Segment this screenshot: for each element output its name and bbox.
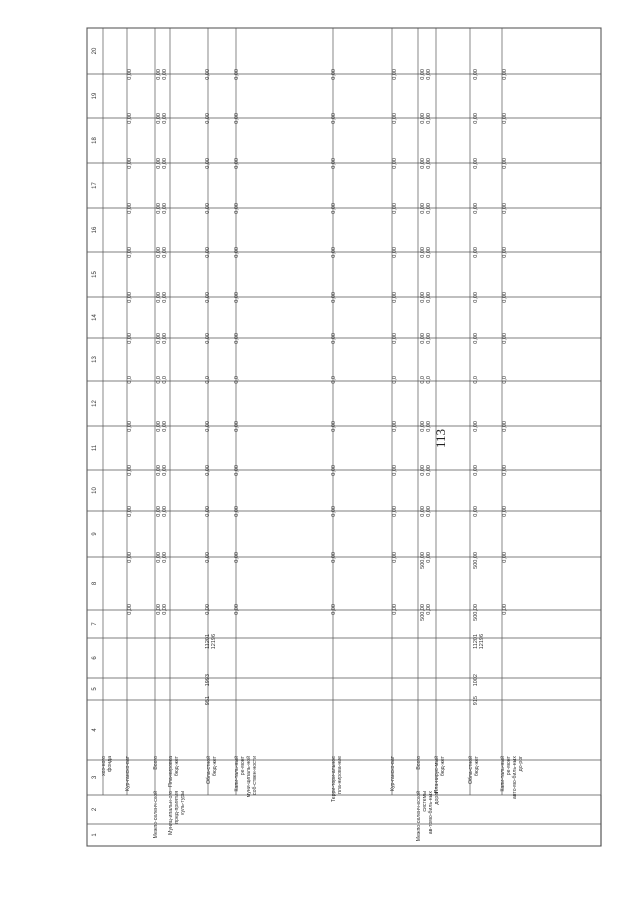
column-header-number: 14 (92, 314, 98, 321)
cell-value: 0,00 (127, 113, 133, 124)
column-header-number: 7 (92, 622, 98, 626)
cell-value: 0,00 (205, 465, 211, 476)
cell-value: 0,00 (502, 421, 508, 432)
cell-value: 0,00 (127, 69, 133, 80)
cell-value: 0,00 (205, 113, 211, 124)
cell-value: 0,00 (331, 158, 337, 169)
row-label: бюд-жет (174, 756, 180, 777)
column-header-number: 8 (92, 581, 98, 586)
column-header-number: 9 (92, 532, 98, 536)
cell-value: 11201 (473, 634, 479, 649)
cell-value: 0,00 (331, 421, 337, 432)
cell-value: 0,00 (426, 552, 432, 563)
cell-value: 0,00 (392, 421, 398, 432)
cell-value: 0,00 (162, 203, 168, 214)
cell-value: 0,00 (162, 552, 168, 563)
cell-value: 0,00 (156, 203, 162, 214)
row-label: бюд-жет (440, 756, 446, 777)
row-label: пла-нирова-ние (337, 756, 343, 794)
cell-value: 0,00 (234, 247, 240, 258)
column-header-number: 5 (92, 687, 98, 691)
cell-value: 0,00 (205, 421, 211, 432)
column-header-number: 4 (92, 728, 98, 732)
cell-value: 0,00 (392, 113, 398, 124)
cell-value: 0,00 (205, 247, 211, 258)
cell-value: 0,00 (127, 158, 133, 169)
column-header-number: 1 (92, 833, 98, 837)
cell-value: 0,00 (420, 333, 426, 344)
cell-value: 0,00 (127, 421, 133, 432)
table-frame (87, 28, 601, 846)
cell-value: 0,00 (162, 421, 168, 432)
cell-value: 0,00 (331, 333, 337, 344)
cell-value: 0,00 (156, 113, 162, 124)
cell-value: 0,00 (162, 604, 168, 615)
cell-value: 0,00 (156, 292, 162, 303)
row-label: куль-туры (180, 791, 186, 815)
row-label: бюд-жет (474, 756, 480, 777)
cell-value: 0,00 (331, 465, 337, 476)
cell-value: 0,00 (426, 421, 432, 432)
cell-value: 0,00 (156, 552, 162, 563)
cell-value: 0,00 (426, 158, 432, 169)
row-label: Обла-стной (206, 756, 212, 785)
row-label: до-рог (518, 756, 524, 772)
cell-value: 0,00 (205, 552, 211, 563)
cell-value: 0,0 (127, 376, 133, 384)
cell-value: 0,00 (205, 333, 211, 344)
column-header-number: 19 (92, 92, 98, 100)
cell-value: 0,00 (156, 333, 162, 344)
row-label: пред-приятия (174, 791, 180, 824)
cell-value: 0,00 (426, 247, 432, 258)
cell-value: 0,00 (420, 69, 426, 80)
column-header-number: 16 (92, 226, 98, 234)
row-label: ав-томо-биль-ных (428, 791, 434, 835)
cell-value: 0,00 (502, 292, 508, 303)
cell-value: 0,00 (162, 465, 168, 476)
cell-value: 0,00 (392, 247, 398, 258)
cell-value: 0,00 (205, 506, 211, 517)
cell-value: 915 (473, 696, 479, 706)
cell-value: 0,00 (473, 247, 479, 258)
cell-value: 0,00 (473, 421, 479, 432)
cell-value: 0,00 (127, 203, 133, 214)
cell-value: 500,00 (473, 552, 479, 569)
cell-value: 0,00 (234, 158, 240, 169)
row-label: ре-монт (506, 756, 512, 776)
column-header-number: 3 (92, 775, 98, 780)
column-header-number: 15 (92, 271, 98, 278)
cell-value: 0,00 (156, 465, 162, 476)
cell-value: 0,00 (331, 69, 337, 80)
cell-value: 0,00 (331, 604, 337, 615)
cell-value: 0,00 (392, 604, 398, 615)
row-label: Межпо-селенч-ской (153, 791, 159, 839)
cell-value: 0,00 (162, 247, 168, 258)
cell-value: 0,00 (392, 203, 398, 214)
cell-value: 0,00 (205, 604, 211, 615)
cell-value: 0,00 (473, 158, 479, 169)
cell-value: 0,00 (234, 604, 240, 615)
row-label: Кур-ганско-ват (125, 756, 131, 792)
cell-value: 0,00 (331, 552, 337, 563)
cell-value: 0,00 (502, 604, 508, 615)
cell-value: 0,00 (162, 113, 168, 124)
row-label: ре-монт (240, 756, 246, 776)
column-header-number: 6 (92, 656, 98, 660)
cell-value: 0,00 (420, 421, 426, 432)
row-label: фонда (107, 756, 113, 772)
cell-value: 0,00 (234, 292, 240, 303)
cell-value: 0,00 (234, 465, 240, 476)
cell-value: 0,00 (205, 292, 211, 303)
cell-value: 0,00 (426, 604, 432, 615)
row-label: соб-ствен-ности (252, 756, 258, 795)
cell-value: 0,00 (426, 69, 432, 80)
cell-value: 0,0 (205, 376, 211, 384)
cell-value: 0,0 (426, 376, 432, 384)
cell-value: 0,00 (473, 333, 479, 344)
row-label: Пла-нируе-мый (434, 756, 440, 794)
cell-value: 0,00 (205, 203, 211, 214)
cell-value: 0,00 (420, 506, 426, 517)
cell-value: 0,00 (473, 465, 479, 476)
cell-value: 0,00 (156, 247, 162, 258)
cell-value: 0,00 (162, 333, 168, 344)
row-label: Капи-таль-ный (234, 756, 240, 792)
cell-value: 0,00 (392, 69, 398, 80)
cell-value: 0,00 (127, 604, 133, 615)
row-label: хоз-ного (101, 756, 107, 776)
cell-value: 11201 (205, 634, 211, 649)
page-number: 113 (433, 428, 448, 448)
cell-value: 0,00 (234, 203, 240, 214)
row-label: Всего (153, 756, 159, 770)
column-header-number: 13 (92, 356, 98, 363)
cell-value: 0,0 (392, 376, 398, 384)
cell-value: 0,00 (162, 69, 168, 80)
row-label: Капи-таль-ный (500, 756, 506, 792)
row-label: Всего (416, 756, 422, 770)
row-label: Муниц-ипальн-ого (168, 791, 174, 835)
cell-value: 0,00 (162, 292, 168, 303)
cell-value: 0,00 (502, 506, 508, 517)
row-label: бюд-жет (212, 756, 218, 777)
cell-value: 0,00 (392, 333, 398, 344)
cell-value: 0,0 (502, 376, 508, 384)
cell-value: 0,00 (162, 506, 168, 517)
cell-value: 0,00 (156, 421, 162, 432)
column-header-number: 17 (92, 182, 98, 189)
cell-value: 500,00 (420, 552, 426, 569)
cell-value: 0,00 (473, 203, 479, 214)
cell-value: 0,00 (331, 247, 337, 258)
cell-value: 0,00 (392, 552, 398, 563)
cell-value: 0,00 (426, 113, 432, 124)
cell-value: 0,00 (420, 158, 426, 169)
column-header-number: 20 (92, 47, 98, 55)
cell-value: 0,00 (420, 203, 426, 214)
cell-value: 0,00 (420, 465, 426, 476)
cell-value: 0,00 (156, 506, 162, 517)
cell-value: 0,00 (420, 292, 426, 303)
cell-value: 0,00 (502, 203, 508, 214)
cell-value: 0,0 (162, 376, 168, 384)
cell-value: 0,0 (331, 376, 337, 384)
cell-value: 0,00 (156, 69, 162, 80)
cell-value: 0,00 (473, 69, 479, 80)
cell-value: 0,00 (392, 158, 398, 169)
cell-value: 0,00 (156, 604, 162, 615)
column-header-number: 11 (92, 444, 98, 452)
cell-value: 0,00 (127, 552, 133, 563)
cell-value: 0,00 (426, 292, 432, 303)
cell-value: 500,00 (473, 604, 479, 621)
cell-value: 0,00 (234, 113, 240, 124)
cell-value: 12196 (211, 634, 217, 650)
cell-value: 0,00 (331, 292, 337, 303)
row-label: Пла-нировка (168, 756, 174, 787)
row-label: Обла-стной (468, 756, 474, 785)
cell-value: 0,00 (426, 506, 432, 517)
cell-value: 0,0 (234, 376, 240, 384)
row-label: Терри-тори-альное (331, 756, 337, 803)
cell-value: 0,00 (502, 247, 508, 258)
cell-value: 0,00 (473, 506, 479, 517)
cell-value: 0,00 (127, 247, 133, 258)
cell-value: 0,00 (234, 506, 240, 517)
column-header-number: 10 (92, 487, 98, 494)
cell-value: 0,00 (331, 113, 337, 124)
cell-value: 0,00 (502, 333, 508, 344)
column-header-number: 18 (92, 137, 98, 144)
row-label: муни-ципаль-ной (246, 756, 252, 798)
row-label: Кур-ганско-ват (390, 756, 396, 792)
cell-value: 500,00 (420, 604, 426, 621)
cell-value: 0,00 (127, 506, 133, 517)
cell-value: 0,00 (205, 69, 211, 80)
cell-value: 12196 (479, 634, 485, 650)
cell-value: 0,00 (127, 333, 133, 344)
cell-value: 0,00 (127, 292, 133, 303)
row-label: авто-мо-биль-ных (512, 756, 518, 800)
cell-value: 0,00 (156, 158, 162, 169)
cell-value: 0,00 (502, 113, 508, 124)
cell-value: 0,00 (331, 506, 337, 517)
cell-value: 0,00 (420, 113, 426, 124)
cell-value: 0,00 (234, 552, 240, 563)
cell-value: 0,00 (426, 465, 432, 476)
cell-value: 0,00 (234, 421, 240, 432)
cell-value: 0,00 (392, 506, 398, 517)
column-header-number: 12 (92, 400, 98, 407)
cell-value: 0,00 (426, 203, 432, 214)
cell-value: 1002 (473, 674, 479, 687)
cell-value: 0,00 (392, 465, 398, 476)
cell-value: 0,00 (331, 203, 337, 214)
cell-value: 0,00 (473, 113, 479, 124)
cell-value: 0,00 (502, 158, 508, 169)
cell-value: 0,00 (502, 465, 508, 476)
cell-value: 0,00 (234, 69, 240, 80)
cell-value: 0,00 (127, 465, 133, 476)
cell-value: 0,00 (234, 333, 240, 344)
cell-value: 0,00 (205, 158, 211, 169)
cell-value: 0,0 (420, 376, 426, 384)
cell-value: 0,00 (502, 69, 508, 80)
row-label: системы (422, 791, 428, 812)
cell-value: 0,00 (426, 333, 432, 344)
cell-value: 0,00 (392, 292, 398, 303)
row-label: дорог (434, 791, 440, 805)
cell-value: 951 (205, 696, 211, 706)
cell-value: 0,00 (420, 247, 426, 258)
cell-value: 0,00 (162, 158, 168, 169)
cell-value: 0,00 (473, 292, 479, 303)
cell-value: 0,0 (473, 376, 479, 384)
row-label: Межпо-селенч-еской (416, 791, 422, 842)
cell-value: 1993 (205, 674, 211, 687)
cell-value: 0,0 (156, 376, 162, 384)
column-header-number: 2 (92, 807, 98, 812)
cell-value: 0,00 (502, 552, 508, 563)
